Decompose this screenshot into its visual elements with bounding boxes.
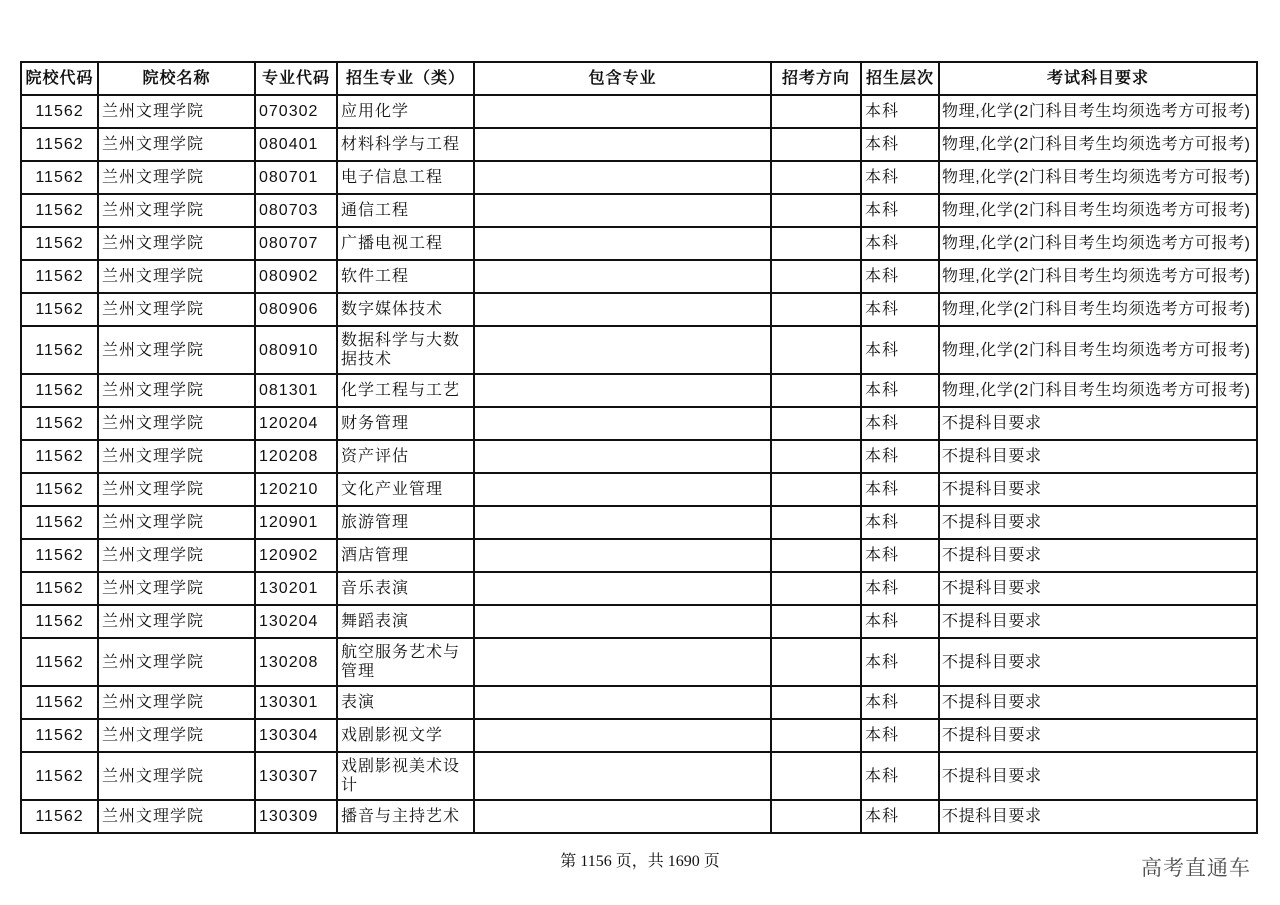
cell-school-code: 11562 [21, 752, 98, 800]
cell-school-code: 11562 [21, 572, 98, 605]
table-row [21, 194, 1257, 227]
cell-included-majors [474, 293, 771, 326]
cell-subject-requirements: 物理,化学(2门科目考生均须选考方可报考) [939, 194, 1257, 227]
header-direction: 招考方向 [771, 62, 861, 95]
cell-direction [771, 260, 861, 293]
cell-major-code: 120902 [255, 539, 337, 572]
cell-subject-requirements: 物理,化学(2门科目考生均须选考方可报考) [939, 128, 1257, 161]
table-header-row [21, 62, 1257, 95]
header-subject-requirements: 考试科目要求 [939, 62, 1257, 95]
cell-school-name: 兰州文理学院 [98, 194, 255, 227]
table-row [21, 539, 1257, 572]
cell-subject-requirements: 不提科目要求 [939, 407, 1257, 440]
cell-major: 数据科学与大数据技术 [337, 326, 474, 374]
cell-subject-requirements: 物理,化学(2门科目考生均须选考方可报考) [939, 326, 1257, 374]
cell-level: 本科 [861, 407, 939, 440]
cell-major: 材料科学与工程 [337, 128, 474, 161]
cell-included-majors [474, 128, 771, 161]
cell-direction [771, 161, 861, 194]
cell-major-code: 130208 [255, 638, 337, 686]
cell-school-code: 11562 [21, 539, 98, 572]
cell-level: 本科 [861, 638, 939, 686]
cell-subject-requirements: 物理,化学(2门科目考生均须选考方可报考) [939, 374, 1257, 407]
cell-major: 文化产业管理 [337, 473, 474, 506]
cell-school-name: 兰州文理学院 [98, 506, 255, 539]
cell-school-name: 兰州文理学院 [98, 161, 255, 194]
cell-school-name: 兰州文理学院 [98, 638, 255, 686]
cell-level: 本科 [861, 506, 939, 539]
cell-subject-requirements: 不提科目要求 [939, 572, 1257, 605]
cell-level: 本科 [861, 539, 939, 572]
cell-major: 应用化学 [337, 95, 474, 128]
cell-school-code: 11562 [21, 194, 98, 227]
cell-school-name: 兰州文理学院 [98, 227, 255, 260]
table-row [21, 572, 1257, 605]
cell-subject-requirements: 物理,化学(2门科目考生均须选考方可报考) [939, 227, 1257, 260]
header-included-majors: 包含专业 [474, 62, 771, 95]
cell-major-code: 080401 [255, 128, 337, 161]
cell-major: 音乐表演 [337, 572, 474, 605]
table-row [21, 638, 1257, 686]
table-row [21, 293, 1257, 326]
cell-major: 通信工程 [337, 194, 474, 227]
cell-level: 本科 [861, 260, 939, 293]
table-row [21, 326, 1257, 374]
cell-direction [771, 638, 861, 686]
cell-subject-requirements: 不提科目要求 [939, 638, 1257, 686]
cell-school-code: 11562 [21, 161, 98, 194]
cell-major: 表演 [337, 686, 474, 719]
cell-major: 戏剧影视美术设计 [337, 752, 474, 800]
table-row [21, 227, 1257, 260]
cell-school-name: 兰州文理学院 [98, 539, 255, 572]
table-row [21, 95, 1257, 128]
cell-included-majors [474, 506, 771, 539]
cell-direction [771, 95, 861, 128]
cell-subject-requirements: 物理,化学(2门科目考生均须选考方可报考) [939, 95, 1257, 128]
cell-included-majors [474, 686, 771, 719]
cell-major-code: 080910 [255, 326, 337, 374]
cell-major-code: 130301 [255, 686, 337, 719]
cell-included-majors [474, 719, 771, 752]
table-body [21, 95, 1257, 833]
cell-school-code: 11562 [21, 719, 98, 752]
cell-included-majors [474, 95, 771, 128]
cell-school-code: 11562 [21, 260, 98, 293]
cell-included-majors [474, 326, 771, 374]
cell-level: 本科 [861, 161, 939, 194]
cell-major-code: 081301 [255, 374, 337, 407]
table-row [21, 800, 1257, 833]
cell-major-code: 130204 [255, 605, 337, 638]
cell-major-code: 130201 [255, 572, 337, 605]
cell-school-code: 11562 [21, 473, 98, 506]
cell-major: 播音与主持艺术 [337, 800, 474, 833]
cell-school-name: 兰州文理学院 [98, 686, 255, 719]
cell-school-name: 兰州文理学院 [98, 440, 255, 473]
cell-subject-requirements: 不提科目要求 [939, 605, 1257, 638]
cell-direction [771, 194, 861, 227]
cell-direction [771, 719, 861, 752]
cell-direction [771, 539, 861, 572]
cell-major-code: 130309 [255, 800, 337, 833]
cell-direction [771, 473, 861, 506]
cell-school-code: 11562 [21, 440, 98, 473]
page-number: 第 1156 页，共 1690 页 [560, 853, 720, 870]
cell-included-majors [474, 473, 771, 506]
cell-subject-requirements: 不提科目要求 [939, 506, 1257, 539]
cell-direction [771, 440, 861, 473]
table-row [21, 128, 1257, 161]
cell-major: 数字媒体技术 [337, 293, 474, 326]
table-row [21, 374, 1257, 407]
cell-direction [771, 293, 861, 326]
cell-level: 本科 [861, 95, 939, 128]
cell-included-majors [474, 407, 771, 440]
cell-school-code: 11562 [21, 374, 98, 407]
cell-direction [771, 326, 861, 374]
cell-school-code: 11562 [21, 227, 98, 260]
table-row [21, 473, 1257, 506]
cell-subject-requirements: 不提科目要求 [939, 719, 1257, 752]
cell-school-code: 11562 [21, 95, 98, 128]
cell-level: 本科 [861, 752, 939, 800]
cell-subject-requirements: 不提科目要求 [939, 539, 1257, 572]
cell-level: 本科 [861, 605, 939, 638]
table-row [21, 161, 1257, 194]
cell-major: 航空服务艺术与管理 [337, 638, 474, 686]
table-row [21, 440, 1257, 473]
table-row [21, 752, 1257, 800]
cell-included-majors [474, 161, 771, 194]
cell-school-name: 兰州文理学院 [98, 293, 255, 326]
cell-school-code: 11562 [21, 800, 98, 833]
cell-included-majors [474, 440, 771, 473]
cell-level: 本科 [861, 293, 939, 326]
table-header [21, 62, 1257, 95]
cell-major: 软件工程 [337, 260, 474, 293]
cell-school-name: 兰州文理学院 [98, 719, 255, 752]
header-major: 招生专业（类） [337, 62, 474, 95]
cell-school-name: 兰州文理学院 [98, 407, 255, 440]
cell-included-majors [474, 605, 771, 638]
cell-included-majors [474, 260, 771, 293]
cell-direction [771, 227, 861, 260]
cell-level: 本科 [861, 227, 939, 260]
cell-school-name: 兰州文理学院 [98, 374, 255, 407]
cell-direction [771, 752, 861, 800]
header-major-code: 专业代码 [255, 62, 337, 95]
cell-major-code: 070302 [255, 95, 337, 128]
table-row [21, 605, 1257, 638]
cell-school-name: 兰州文理学院 [98, 473, 255, 506]
cell-major-code: 120210 [255, 473, 337, 506]
header-level: 招生层次 [861, 62, 939, 95]
cell-school-name: 兰州文理学院 [98, 128, 255, 161]
cell-school-name: 兰州文理学院 [98, 572, 255, 605]
cell-level: 本科 [861, 719, 939, 752]
cell-major-code: 080906 [255, 293, 337, 326]
cell-included-majors [474, 752, 771, 800]
cell-major: 酒店管理 [337, 539, 474, 572]
cell-direction [771, 374, 861, 407]
cell-major: 化学工程与工艺 [337, 374, 474, 407]
cell-level: 本科 [861, 440, 939, 473]
cell-level: 本科 [861, 800, 939, 833]
cell-included-majors [474, 800, 771, 833]
cell-level: 本科 [861, 473, 939, 506]
admission-requirements-table [20, 61, 1258, 834]
cell-school-name: 兰州文理学院 [98, 260, 255, 293]
cell-direction [771, 686, 861, 719]
cell-school-name: 兰州文理学院 [98, 95, 255, 128]
cell-school-code: 11562 [21, 638, 98, 686]
cell-major: 财务管理 [337, 407, 474, 440]
table-row [21, 260, 1257, 293]
cell-school-name: 兰州文理学院 [98, 752, 255, 800]
cell-major-code: 080701 [255, 161, 337, 194]
cell-included-majors [474, 572, 771, 605]
cell-school-code: 11562 [21, 293, 98, 326]
cell-major: 广播电视工程 [337, 227, 474, 260]
cell-school-code: 11562 [21, 605, 98, 638]
cell-subject-requirements: 物理,化学(2门科目考生均须选考方可报考) [939, 161, 1257, 194]
cell-subject-requirements: 不提科目要求 [939, 440, 1257, 473]
watermark-logo-text: 高考直通车 [1141, 856, 1251, 880]
cell-major-code: 080703 [255, 194, 337, 227]
cell-subject-requirements: 不提科目要求 [939, 686, 1257, 719]
cell-included-majors [474, 539, 771, 572]
cell-included-majors [474, 374, 771, 407]
cell-direction [771, 605, 861, 638]
cell-major-code: 120901 [255, 506, 337, 539]
cell-level: 本科 [861, 326, 939, 374]
table-row [21, 407, 1257, 440]
cell-direction [771, 800, 861, 833]
table-row [21, 506, 1257, 539]
cell-major: 旅游管理 [337, 506, 474, 539]
header-school-name: 院校名称 [98, 62, 255, 95]
cell-major-code: 080902 [255, 260, 337, 293]
cell-direction [771, 128, 861, 161]
cell-subject-requirements: 物理,化学(2门科目考生均须选考方可报考) [939, 293, 1257, 326]
cell-level: 本科 [861, 686, 939, 719]
cell-school-code: 11562 [21, 686, 98, 719]
cell-subject-requirements: 不提科目要求 [939, 752, 1257, 800]
cell-major-code: 080707 [255, 227, 337, 260]
cell-subject-requirements: 不提科目要求 [939, 800, 1257, 833]
cell-major: 电子信息工程 [337, 161, 474, 194]
cell-major-code: 130304 [255, 719, 337, 752]
cell-included-majors [474, 227, 771, 260]
cell-subject-requirements: 物理,化学(2门科目考生均须选考方可报考) [939, 260, 1257, 293]
cell-level: 本科 [861, 374, 939, 407]
header-school-code: 院校代码 [21, 62, 98, 95]
cell-school-code: 11562 [21, 407, 98, 440]
cell-direction [771, 506, 861, 539]
cell-major: 资产评估 [337, 440, 474, 473]
cell-level: 本科 [861, 572, 939, 605]
cell-included-majors [474, 194, 771, 227]
cell-level: 本科 [861, 128, 939, 161]
cell-direction [771, 407, 861, 440]
cell-direction [771, 572, 861, 605]
cell-school-name: 兰州文理学院 [98, 800, 255, 833]
cell-school-code: 11562 [21, 326, 98, 374]
cell-school-code: 11562 [21, 128, 98, 161]
cell-school-name: 兰州文理学院 [98, 326, 255, 374]
cell-major-code: 130307 [255, 752, 337, 800]
cell-school-name: 兰州文理学院 [98, 605, 255, 638]
cell-major-code: 120208 [255, 440, 337, 473]
cell-included-majors [474, 638, 771, 686]
cell-level: 本科 [861, 194, 939, 227]
table-row [21, 719, 1257, 752]
cell-subject-requirements: 不提科目要求 [939, 473, 1257, 506]
cell-major: 舞蹈表演 [337, 605, 474, 638]
cell-major: 戏剧影视文学 [337, 719, 474, 752]
table-row [21, 686, 1257, 719]
cell-major-code: 120204 [255, 407, 337, 440]
cell-school-code: 11562 [21, 506, 98, 539]
